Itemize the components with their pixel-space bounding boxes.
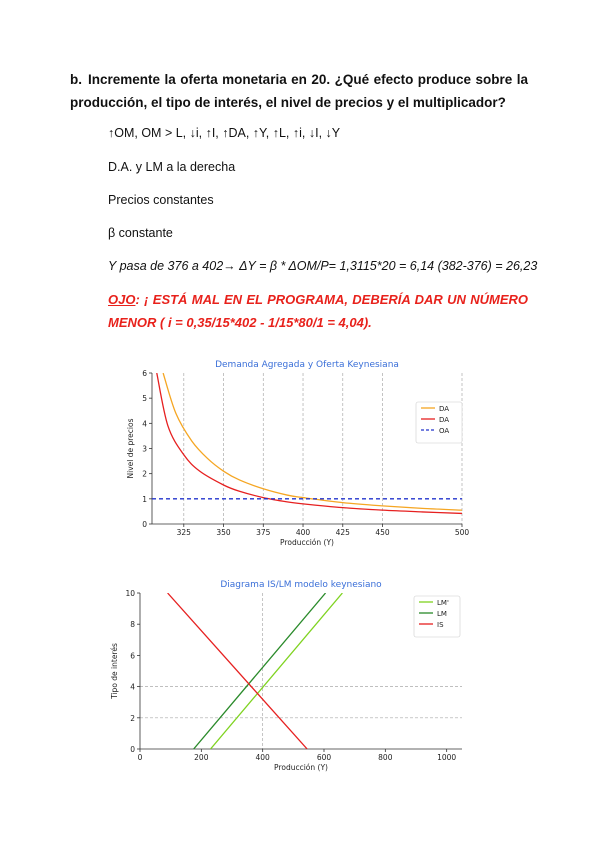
x-tick-label: 200 <box>194 753 209 762</box>
legend-label: DA <box>439 405 450 413</box>
y-tick-label: 6 <box>130 651 135 661</box>
y-tick-label: 0 <box>142 520 147 529</box>
y-axis-label: Nivel de precios <box>126 418 135 479</box>
islm-chart <box>0 575 600 785</box>
x-tick-label: 400 <box>295 528 311 537</box>
y-tick-label: 6 <box>142 369 147 378</box>
x-axis-label: Producción (Y) <box>274 763 328 772</box>
series-line-lm-0 <box>211 593 343 749</box>
y-tick-label: 4 <box>130 682 135 692</box>
x-tick-label: 425 <box>335 528 350 537</box>
series-line-is-2 <box>168 593 308 749</box>
series-line-lm-1 <box>194 593 326 749</box>
answer-line-1: ↑OM, OM > L, ↓i, ↑I, ↑DA, ↑Y, ↑L, ↑i, ↓I, ↓Y <box>108 126 341 140</box>
y-tick-label: 4 <box>142 419 147 429</box>
answer-line-3: Precios constantes <box>108 193 214 207</box>
x-tick-label: 1000 <box>437 753 457 762</box>
legend-label: DA <box>439 416 450 424</box>
y-tick-label: 2 <box>130 713 135 723</box>
warning-prefix: OJO <box>108 292 136 307</box>
y-tick-label: 2 <box>142 469 147 479</box>
answer-line-2: D.A. y LM a la derecha <box>108 160 236 174</box>
da-oa-chart <box>0 355 600 555</box>
y-tick-label: 8 <box>130 620 135 630</box>
chart-title: Demanda Agregada y Oferta Keynesiana <box>215 360 399 370</box>
warning-text: : ¡ ESTÁ MAL EN EL PROGRAMA, DEBERÍA DAR UN NÚMERO MENOR ( i = 0,35/15*402 - 1/15*80/1 = 4,04). <box>108 292 528 330</box>
x-tick-label: 0 <box>137 753 143 762</box>
y-tick-label: 10 <box>125 589 135 598</box>
y-tick-label: 0 <box>130 745 135 754</box>
x-tick-label: 450 <box>375 528 390 537</box>
x-tick-label: 800 <box>378 753 393 762</box>
answer-line-4: β constante <box>108 226 173 240</box>
y-axis-label: Tipo de interés <box>110 643 119 699</box>
question-label: b. <box>70 72 82 87</box>
legend-label: IS <box>437 621 444 629</box>
legend-label: OA <box>439 427 450 435</box>
legend-label: LM' <box>437 599 449 607</box>
x-tick-label: 325 <box>176 528 191 537</box>
formula-line: Y pasa de 376 a 402→ ΔY = β * ΔOM/P= 1,3115*20 = 6,14 (382-376) = 26,23 <box>108 259 538 273</box>
x-tick-label: 400 <box>255 753 270 762</box>
y-tick-label: 5 <box>142 394 147 404</box>
x-tick-label: 500 <box>454 528 470 537</box>
x-tick-label: 375 <box>256 528 271 537</box>
x-tick-label: 600 <box>316 753 332 762</box>
y-tick-label: 1 <box>142 494 147 504</box>
question <box>70 68 528 114</box>
x-axis-label: Producción (Y) <box>280 538 334 547</box>
question-text: Incremente la oferta monetaria en 20. ¿Qué efecto produce sobre la producción, el tipo de interés, el nivel de precios y el multiplicador? <box>70 72 528 110</box>
legend-label: LM <box>437 610 447 618</box>
warning-note <box>108 288 528 334</box>
y-tick-label: 3 <box>142 444 147 454</box>
chart-title: Diagrama IS/LM modelo keynesiano <box>220 580 382 590</box>
x-tick-label: 350 <box>216 528 231 537</box>
series-line-da-1 <box>157 373 462 513</box>
